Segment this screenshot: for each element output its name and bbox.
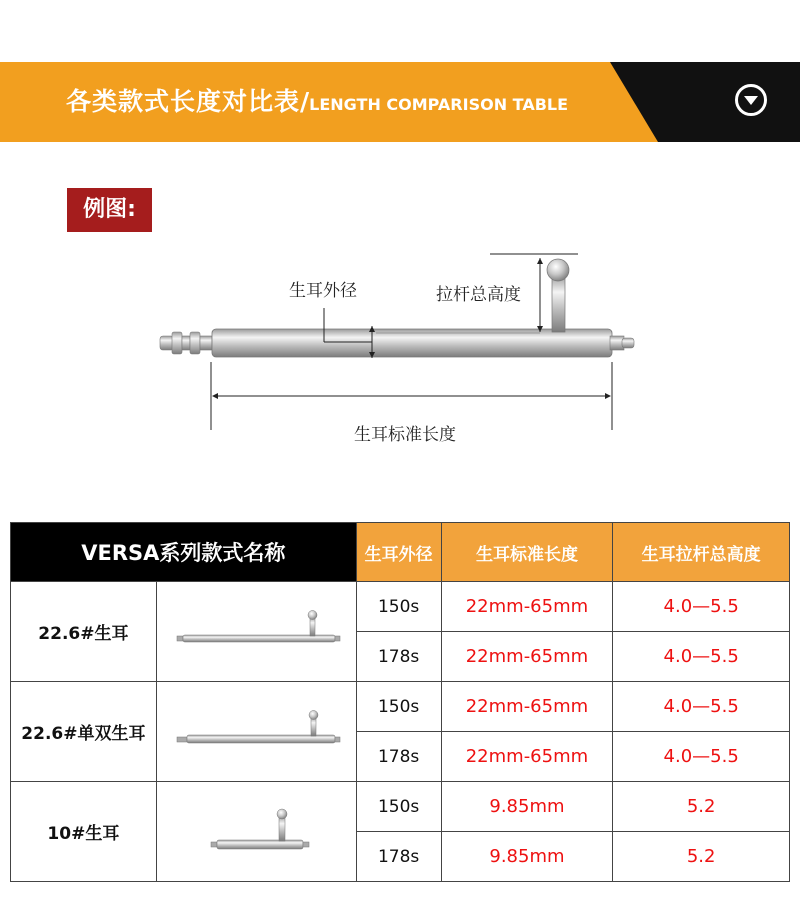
standard-length-value: 9.85mm [441,782,613,832]
page-title [66,62,568,142]
lever-height-value: 5.2 [613,782,790,832]
outer-diameter-value: 178s [356,632,441,682]
outer-diameter-value: 150s [356,682,441,732]
model-name: 22.6#生耳 [11,582,157,682]
standard-length-value: 22mm-65mm [441,682,613,732]
lever-height-value: 4.0—5.5 [613,682,790,732]
example-label: 例图: [67,188,152,232]
lever-height-value: 4.0—5.5 [613,582,790,632]
model-image-cell [156,582,356,682]
left-collar [172,332,182,354]
standard-length-label: 生耳标准长度 [354,425,456,445]
comparison-table [10,522,790,882]
standard-length-value: 22mm-65mm [441,582,613,632]
table-row [11,782,790,832]
model-name: 10#生耳 [11,782,157,882]
outer-diameter-value: 178s [356,832,441,882]
outer-diameter-value: 178s [356,732,441,782]
standard-length-value: 9.85mm [441,832,613,882]
outer-diameter-value: 150s [356,782,441,832]
lever-height-value: 5.2 [613,832,790,882]
lever-post [552,275,565,332]
banner-dark-corner [610,62,800,142]
lever-height-label: 拉杆总高度 [436,285,521,305]
standard-length-value: 22mm-65mm [441,632,613,682]
header-standard-length: 生耳标准长度 [441,523,613,582]
spring-bar-drawing [0,240,800,450]
model-image-cell [156,682,356,782]
spring-bar-image [171,607,341,657]
lever-height-value: 4.0—5.5 [613,732,790,782]
spring-bar-diagram [0,240,800,450]
header-outer-diameter: 生耳外径 [356,523,441,582]
table-row [11,582,790,632]
spring-bar-image [171,707,341,757]
spring-bar-image [171,802,341,862]
title-separator: / [300,87,310,116]
model-name: 22.6#单双生耳 [11,682,157,782]
outer-diameter-label: 生耳外径 [289,281,357,301]
title-en: LENGTH COMPARISON TABLE [309,95,569,114]
chevron-down-circle-icon[interactable] [735,84,767,116]
header-name: VERSA系列款式名称 [11,523,357,582]
table-row [11,682,790,732]
lever-ball [547,259,569,281]
model-image-cell [156,782,356,882]
lever-height-value: 4.0—5.5 [613,632,790,682]
outer-diameter-value: 150s [356,582,441,632]
header-lever-height: 生耳拉杆总高度 [613,523,790,582]
table-header-row [11,523,790,582]
standard-length-value: 22mm-65mm [441,732,613,782]
title-cn: 各类款式长度对比表 [66,87,301,116]
